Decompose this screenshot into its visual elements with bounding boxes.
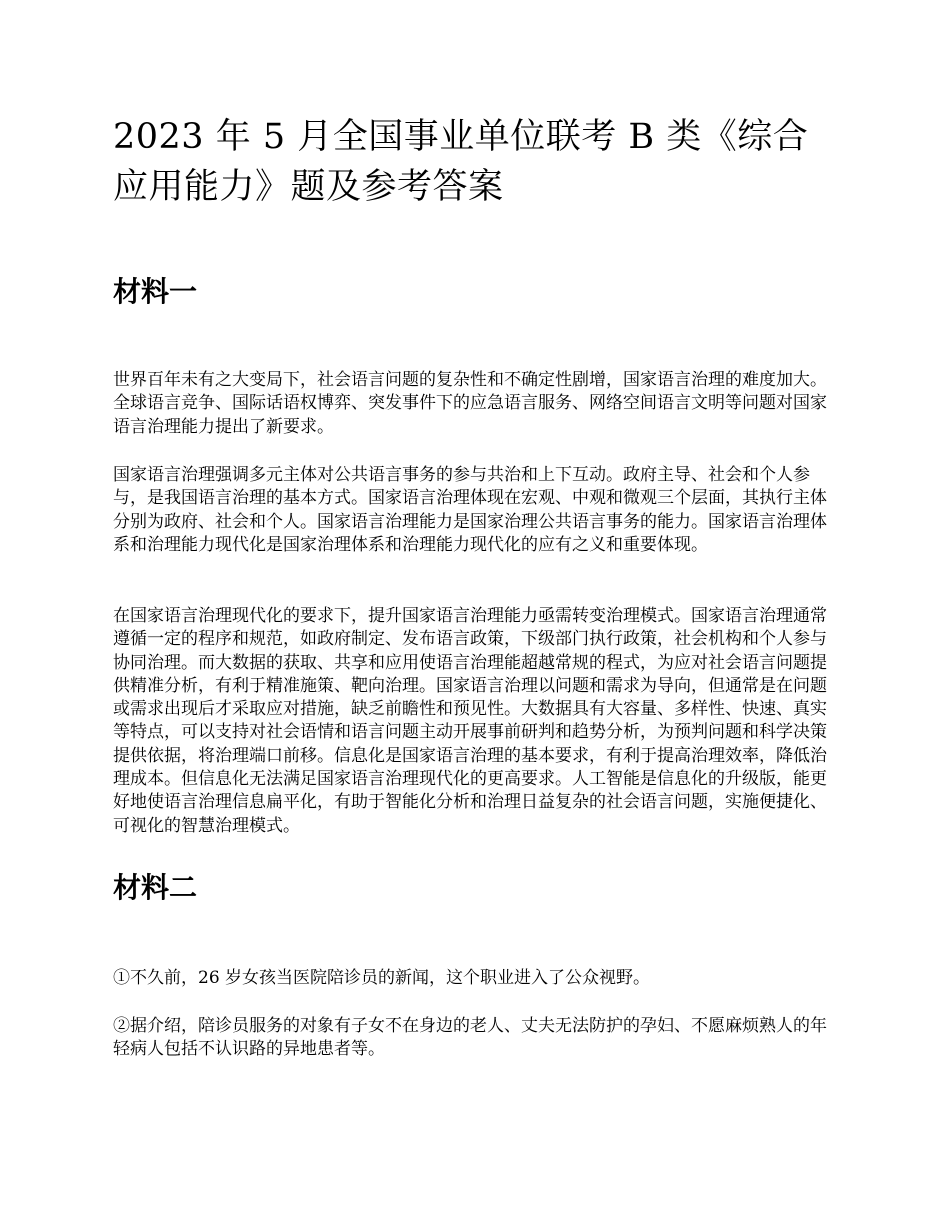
paragraph: 国家语言治理强调多元主体对公共语言事务的参与共治和上下互动。政府主导、社会和个人参与，是我国语言治理的基本方式。国家语言治理体现在宏观、中观和微观三个层面，其执行主体分别为政府、社会和个人。国家语言治理能力是国家治理公共语言事务的能力。国家语言治理体系和治理能力现代化是国家治理体系和治理能力现代化的应有之义和重要体现。 — [113, 465, 827, 555]
section-heading-material-two: 材料二 — [113, 871, 198, 904]
section-heading-material-one: 材料一 — [113, 275, 198, 308]
paragraph: ②据介绍，陪诊员服务的对象有子女不在身边的老人、丈夫无法防护的孕妇、不愿麻烦熟人的年轻病人包括不认识路的异地患者等。 — [113, 1016, 827, 1060]
paragraph: ①不久前，26 岁女孩当医院陪诊员的新闻，这个职业进入了公众视野。 — [113, 968, 651, 988]
paragraph: 在国家语言治理现代化的要求下，提升国家语言治理能力亟需转变治理模式。国家语言治理通常遵循一定的程序和规范，如政府制定、发布语言政策，下级部门执行政策，社会机构和个人参与协同治理。而大数据的获取、共享和应用使语言治理能超越常规的程式，为应对社会语言问题提供精准分析，有利于精准施策、靶向治理。国家语言治理以问题和需求为导向，但通常是在问题或需求出现后才采取应对措施，缺乏前瞻性和预见性。大数据具有大容量、多样性、快速、真实等特点，可以支持对社会语情和语言问题主动开展事前研判和趋势分析，为预判问题和科学决策提供依据，将治理端口前移。信息化是国家语言治理的基本要求，有利于提高治理效率，降低治理成本。但信息化无法满足国家语言治理现代化的更高要求。人工智能是信息化的升级版，能更好地使语言治理信息扁平化，有助于智能化分析和治理日益复杂的社会语言问题，实施便捷化、可视化的智慧治理模式。 — [113, 606, 827, 836]
paragraph: 世界百年未有之大变局下，社会语言问题的复杂性和不确定性剧增，国家语言治理的难度加大。全球语言竞争、国际话语权博弈、突发事件下的应急语言服务、网络空间语言文明等问题对国家语言治理能力提出了新要求。 — [113, 370, 827, 437]
document-title: 2023 年 5 月全国事业单位联考 B 类《综合应用能力》题及参考答案 — [113, 117, 809, 207]
